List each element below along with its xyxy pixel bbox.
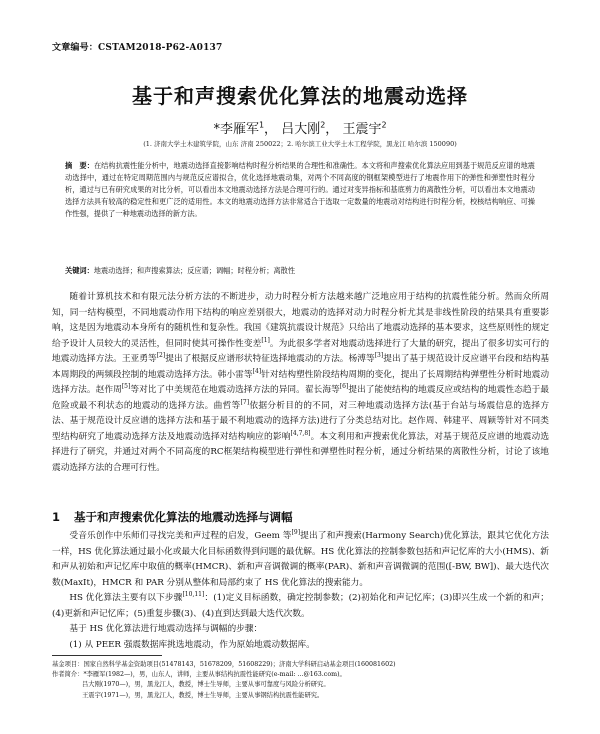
article-id: 文章编号：CSTAM2018-P62-A0137: [52, 43, 223, 53]
section-number: 1: [52, 510, 61, 524]
keywords-label: 关键词：: [65, 266, 94, 275]
paper-title: 基于和声搜索优化算法的地震动选择: [132, 84, 468, 108]
section-heading: [52, 509, 293, 525]
section-paragraph: 基于 HS 优化算法进行地震动选择与调幅的步骤：: [69, 624, 263, 635]
section-paragraph: HS 优化算法主要有以下步骤[10,11]：(1)定义目标函数，确定控制参数；(2)初始化和声记忆库；(3)即兴生成一个新的和声；(4)更新和声记忆库；(5)重复步骤(3)、(4)直到达到最大迭代次数。: [52, 591, 549, 619]
footnote-author: 作者简介：*李雁军(1982—)，男，山东人，讲师，主要从事结构抗震性能研究(e-mail: ...@163.com)。: [52, 671, 346, 679]
author-name: 王震宇$^2$: [342, 120, 387, 137]
abstract: [65, 160, 535, 220]
section-paragraph: (1) 从 PEER 强震数据库挑选地震动，作为原始地震动数据库。: [69, 639, 315, 650]
intro-paragraph: 随着计算机技术和有限元法分析方法的不断进步，动力时程分析方法越来越广泛地应用于结构的抗震性能分析。然而众所周知，同一结构模型，不同地震动作用下结构的响应差别很大，地震动的选择对动力时程分析尤其是非线性阶段的结果具有重要影响，这是因为地震动本身所有的随机性和复杂性。我国《建筑抗震设计规范》只给出了地震动选择的基本要求，这些原则性的规定给予设计人员较大的灵活性，但同时使其可操作性变差[1]。为此很多学者对地震动选择进行了大量的研究，提出了很多切实可行的地震动选择方法。王亚勇等[2]提出了根据反应谱形状特征选择地震动的方法。杨溥等[3]提出了基于规范设计反应谱平台段和结构基本周期段的两频段控制的地震动选择方法。韩小雷等[4]针对结构塑性阶段结构周期的变化，提出了长周期结构弹塑性分析时地震动选择方法。赵作周[5]等对比了中美规范在地震动选择方法的异同。翟长海等[6]提出了能使结构的地震反应或结构的地震性态趋于最危险或最不利状态的地震动的选择方法。曲哲等[7]依据分析目的的不同，对三种地震动选择方法(基于台站与场震信息的选择方法、基于规范设计反应谱的选择方法和基于最不利地震动的选择方法)进行了分类总结对比。赵作周、韩建平、周颖等针对不同类型结构研究了地震动选择方法及地震动选择对结构响应的影响[4,7,8]。本文利用和声搜索优化算法，对基于规范反应谱的地震动选择进行了研究，并通过对两个不同高度的RC框架结构模型进行弹性和弹塑性时程分析，通过分析结果的离散性分析，讨论了该地震动选择方法的合理可行性。: [52, 292, 550, 474]
intro-section: [52, 290, 549, 477]
author-name: 吕大刚$^2$: [281, 120, 326, 137]
abstract-label: 摘 要：: [65, 161, 94, 170]
footnote-funding: 基金项目：国家自然科学基金资助项目(51478143，51678209，51608229)；济南大学科研启动基金项目(160081602): [52, 661, 396, 668]
abstract-text: 在结构抗震性能分析中，地震动选择直接影响结构时程分析结果的合理性和准确性。本文将和声搜索优化算法应用到基于规范反应谱的地震动选择中，通过在特定周期范围内与规范反应谱拟合，优化选择地震动集，对两个不同高度的钢框架模型进行了地震作用下的弹性和弹塑性时程分析，通过与已有研究成果的对比分析，可以看出本文地震动选择方法是合理可行的。通过对变异指标和基底剪力的离散性分析，可以看出本文地震动选择方法具有较高的稳定性和更广泛的适用性。本文的地震动选择方法非常适合于选取一定数量的地震动对结构进行时程分析，校核结构响应、可操作性强，提供了一种地震动选择的新方法。: [65, 161, 535, 219]
section1-body: [52, 529, 549, 653]
affiliation: (1. 济南大学土木建筑学院，山东 济南 250022；2. 哈尔滨工业大学土木工程学院，黑龙江 哈尔滨 150090): [143, 140, 457, 148]
footnote-author: 王震宇(1971—)，男，黑龙江人，教授，博士生导师，主要从事钢结构抗震性能研究。: [82, 691, 324, 699]
section-title: 基于和声搜索优化算法的地震动选择与调幅: [74, 510, 293, 524]
section-paragraph: 受音乐创作中乐师们寻找完美和声过程的启发，Geem 等[9]提出了和声搜索(Harmony Search)优化算法，跟其它优化方法一样，HS 优化算法通过最小化或最大化目标函数得到问题的最优解。HS 优化算法的控制参数包括和声记忆库的大小(HMS)、新和声从初始和声记忆库中取值的概率(HMCR)、新和声音调微调的概率(PAR)、新和声音调微调的范围([-BW, BW])、最大迭代次数(MaxIt)，HMCR 和 PAR 分别从整体和局部约束了 HS 优化算法的搜索能力。: [52, 529, 549, 588]
author-name: *李雁军$^1$: [213, 120, 265, 137]
keywords: [65, 265, 535, 277]
footnotes: [52, 660, 552, 701]
footnote-author: 吕大刚(1970—)，男，黑龙江人，教授，博士生导师，主要从事可靠度与风险分析研究。: [82, 681, 330, 689]
author-list: *李雁军$^1$， 吕大刚$^2$， 王震宇$^2$: [213, 120, 387, 137]
footnote-divider: [52, 655, 162, 656]
keywords-text: 地震动选择；和声搜索算法；反应谱；调幅；时程分析；离散性: [93, 266, 296, 275]
